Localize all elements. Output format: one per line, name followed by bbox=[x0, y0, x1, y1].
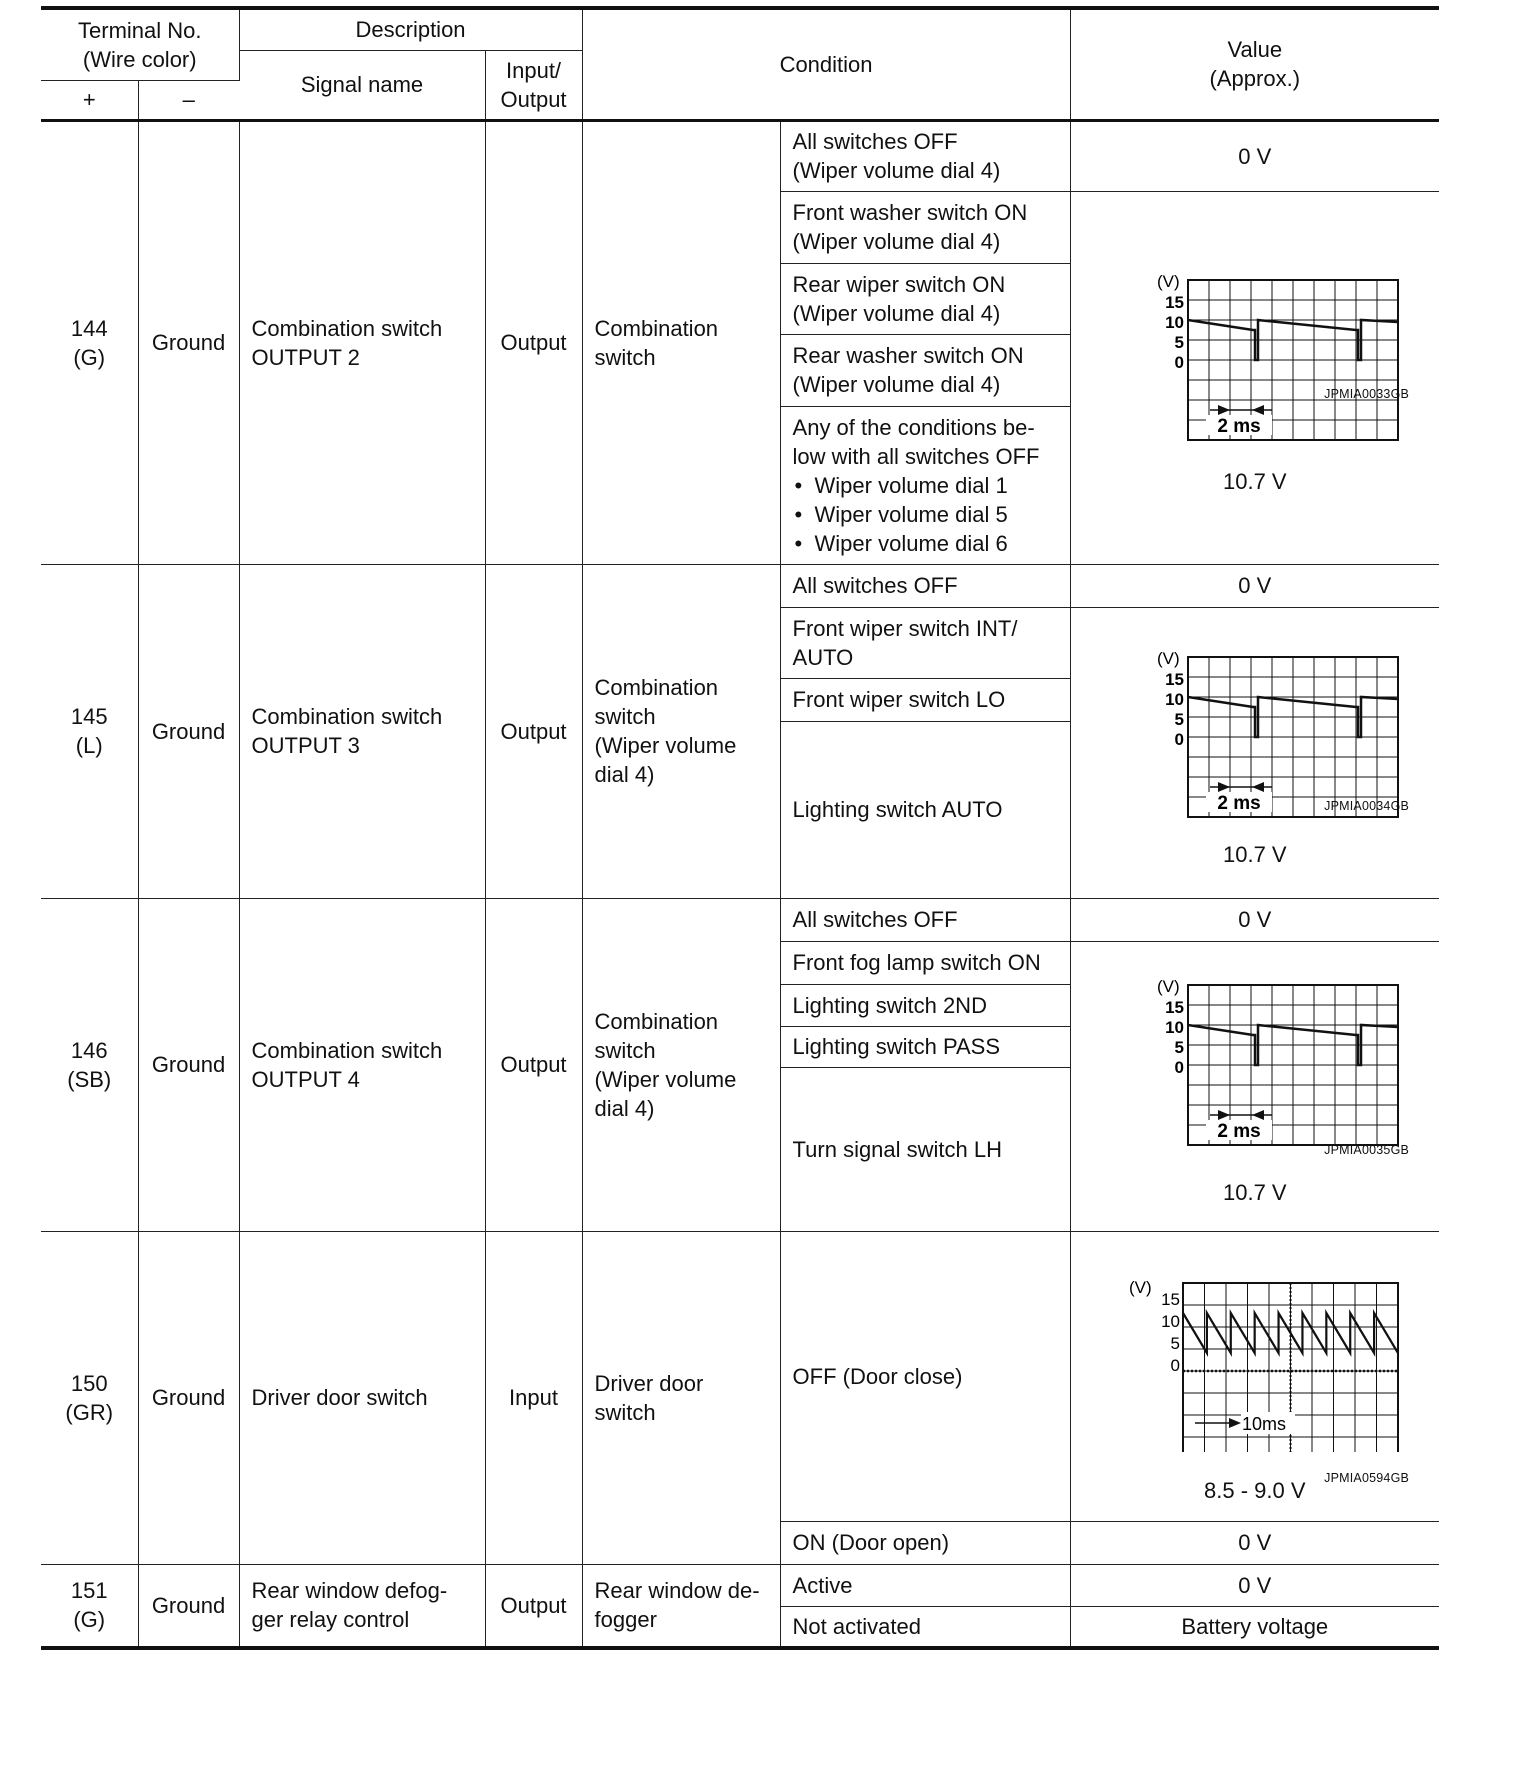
condition-144-4-list bbox=[793, 471, 1058, 558]
waveform-cell-146 bbox=[1070, 941, 1439, 1231]
v-unit-label: (V) bbox=[1156, 648, 1180, 668]
tick-label: 10 bbox=[1164, 312, 1184, 332]
header-signal-name: Signal name bbox=[239, 50, 485, 120]
value-151-0: 0 V bbox=[1070, 1564, 1439, 1606]
header-condition: Condition bbox=[582, 8, 1070, 120]
condition-145-1: Front wiper switch INT/ AUTO bbox=[780, 607, 1070, 678]
ground-145: Ground bbox=[138, 564, 239, 898]
terminal-145: 145 (L) bbox=[41, 564, 138, 898]
condition-150-1: ON (Door open) bbox=[780, 1521, 1070, 1564]
condition-144-1: Front washer switch ON (Wiper volume dial 4) bbox=[780, 191, 1070, 263]
tick-label: 10 bbox=[1164, 1018, 1184, 1037]
table-row-144 bbox=[41, 120, 1439, 191]
io-145: Output bbox=[485, 564, 582, 898]
list-item: • Wiper volume dial 1 bbox=[793, 471, 1058, 500]
header-plus: + bbox=[41, 80, 138, 120]
v-unit-label: (V) bbox=[1156, 271, 1180, 291]
tick-label: 15 bbox=[1164, 669, 1184, 689]
value-145-off: 0 V bbox=[1070, 564, 1439, 607]
io-144: Output bbox=[485, 120, 582, 564]
value-146-off: 0 V bbox=[1070, 898, 1439, 941]
tick-label: 5 bbox=[1174, 709, 1184, 729]
condition-group-151: Rear window de- fogger bbox=[582, 1564, 780, 1648]
header-minus: – bbox=[138, 80, 239, 120]
condition-group-146: Combination switch (Wiper volume dial 4) bbox=[582, 898, 780, 1231]
signal-146: Combination switch OUTPUT 4 bbox=[239, 898, 485, 1231]
ground-150: Ground bbox=[138, 1231, 239, 1564]
signal-151: Rear window defog- ger relay control bbox=[239, 1564, 485, 1648]
tick-label: 0 bbox=[1174, 1058, 1184, 1077]
figure-code-150: JPMIA0594GB bbox=[1324, 1470, 1410, 1485]
figure-code-144: JPMIA0033GB bbox=[1324, 386, 1410, 401]
terminal-151: 151 (G) bbox=[41, 1564, 138, 1648]
terminal-144: 144 (G) bbox=[41, 120, 138, 564]
tick-label: 15 bbox=[1160, 1290, 1180, 1309]
value-145-wave: 10.7 V bbox=[1222, 841, 1287, 867]
condition-150-0: OFF (Door close) bbox=[780, 1231, 1070, 1521]
tick-label: 5 bbox=[1174, 1038, 1184, 1057]
tick-label: 10 bbox=[1164, 689, 1184, 709]
condition-146-2: Lighting switch 2ND bbox=[780, 984, 1070, 1026]
header-description: Description bbox=[239, 8, 582, 50]
condition-145-2: Front wiper switch LO bbox=[780, 678, 1070, 721]
value-150-on: 0 V bbox=[1070, 1521, 1439, 1564]
waveform-chart-144 bbox=[1110, 260, 1400, 445]
condition-146-4: Turn signal switch LH bbox=[780, 1067, 1070, 1231]
time-scale-label: 2 ms bbox=[1217, 792, 1261, 814]
io-150: Input bbox=[485, 1231, 582, 1564]
waveform-chart-146 bbox=[1110, 965, 1400, 1150]
time-scale-arrow bbox=[1252, 405, 1264, 415]
time-scale-arrow bbox=[1218, 1110, 1230, 1120]
waveform-cell-145 bbox=[1070, 607, 1439, 898]
signal-144: Combination switch OUTPUT 2 bbox=[239, 120, 485, 564]
figure-code-145: JPMIA0034GB bbox=[1324, 798, 1410, 813]
tick-label: 15 bbox=[1164, 292, 1184, 312]
waveform-chart-150 bbox=[1110, 1247, 1400, 1452]
value-151-1: Battery voltage bbox=[1070, 1606, 1439, 1648]
ground-144: Ground bbox=[138, 120, 239, 564]
time-scale-arrow bbox=[1218, 782, 1230, 792]
condition-144-4-intro: Any of the conditions be- low with all switches OFF bbox=[792, 414, 1040, 469]
table-row-150 bbox=[41, 1231, 1439, 1521]
condition-144-3: Rear washer switch ON (Wiper volume dial 4) bbox=[780, 334, 1070, 406]
signal-145: Combination switch OUTPUT 3 bbox=[239, 564, 485, 898]
time-scale-label: 2 ms bbox=[1217, 415, 1261, 437]
header-value: Value (Approx.) bbox=[1070, 8, 1439, 120]
tick-label: 5 bbox=[1174, 332, 1184, 352]
waveform-cell-144 bbox=[1070, 191, 1439, 564]
condition-group-144: Combination switch bbox=[582, 120, 780, 564]
condition-146-1: Front fog lamp switch ON bbox=[780, 941, 1070, 984]
ground-146: Ground bbox=[138, 898, 239, 1231]
condition-146-0: All switches OFF bbox=[780, 898, 1070, 941]
time-scale-label: 2 ms bbox=[1217, 1121, 1261, 1142]
table-row-151 bbox=[41, 1564, 1439, 1606]
time-scale-arrow bbox=[1229, 1418, 1241, 1428]
tick-label: 15 bbox=[1164, 998, 1184, 1017]
waveform-cell-150 bbox=[1070, 1231, 1439, 1521]
ground-151: Ground bbox=[138, 1564, 239, 1648]
v-unit-label: (V) bbox=[1128, 1278, 1152, 1297]
condition-144-4 bbox=[780, 406, 1070, 564]
condition-144-0: All switches OFF (Wiper volume dial 4) bbox=[780, 120, 1070, 191]
condition-145-3: Lighting switch AUTO bbox=[780, 721, 1070, 898]
condition-151-0: Active bbox=[780, 1564, 1070, 1606]
tick-label: 5 bbox=[1170, 1334, 1180, 1353]
value-150-wave: 8.5 - 9.0 V bbox=[1204, 1478, 1306, 1503]
header-terminal-no: Terminal No. (Wire color) bbox=[41, 8, 239, 80]
terminal-146: 146 (SB) bbox=[41, 898, 138, 1231]
tick-label: 0 bbox=[1174, 352, 1184, 372]
condition-group-145: Combination switch (Wiper volume dial 4) bbox=[582, 564, 780, 898]
value-144-wave: 10.7 V bbox=[1222, 468, 1287, 494]
tick-label: 0 bbox=[1170, 1356, 1180, 1375]
condition-144-2: Rear wiper switch ON (Wiper volume dial 4) bbox=[780, 263, 1070, 334]
signal-150: Driver door switch bbox=[239, 1231, 485, 1564]
condition-group-150: Driver door switch bbox=[582, 1231, 780, 1564]
list-item: • Wiper volume dial 5 bbox=[793, 500, 1058, 529]
io-151: Output bbox=[485, 1564, 582, 1648]
value-144-off: 0 V bbox=[1070, 120, 1439, 191]
terminal-table bbox=[41, 6, 1439, 1650]
io-146: Output bbox=[485, 898, 582, 1231]
value-146-wave: 10.7 V bbox=[1222, 1180, 1287, 1205]
figure-code-146: JPMIA0035GB bbox=[1324, 1142, 1410, 1157]
condition-146-3: Lighting switch PASS bbox=[780, 1026, 1070, 1067]
time-scale-arrow bbox=[1218, 405, 1230, 415]
time-scale-label: 10ms bbox=[1241, 1414, 1286, 1434]
time-scale-arrow bbox=[1252, 1110, 1264, 1120]
terminal-150: 150 (GR) bbox=[41, 1231, 138, 1564]
table-row-145 bbox=[41, 564, 1439, 607]
tick-label: 0 bbox=[1174, 729, 1184, 749]
header-input-output: Input/ Output bbox=[485, 50, 582, 120]
time-scale-arrow bbox=[1252, 782, 1264, 792]
table-row-146 bbox=[41, 898, 1439, 941]
tick-label: 10 bbox=[1160, 1312, 1180, 1331]
v-unit-label: (V) bbox=[1156, 977, 1180, 996]
condition-145-0: All switches OFF bbox=[780, 564, 1070, 607]
list-item: • Wiper volume dial 6 bbox=[793, 529, 1058, 558]
condition-151-1: Not activated bbox=[780, 1606, 1070, 1648]
